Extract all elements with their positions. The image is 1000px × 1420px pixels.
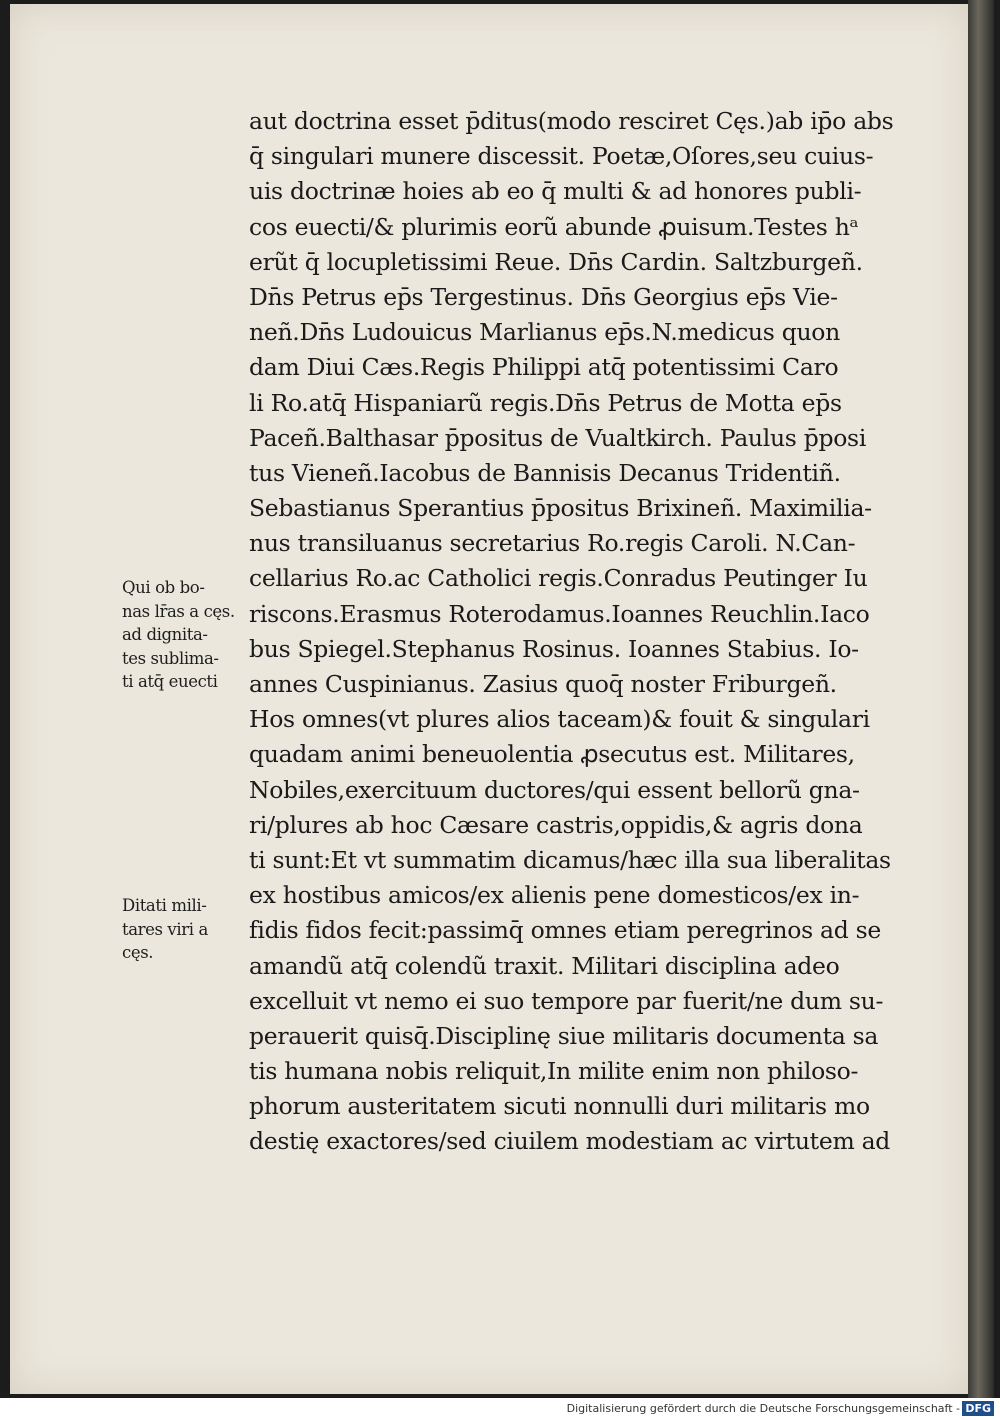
text-line: Paceñ.Balthasar p̄positus de Vualtkirch. Paulus p̄posi (249, 423, 867, 452)
margin-note-line: ti atq̄ euecti (122, 672, 218, 691)
margin-note-soldiers (122, 894, 247, 965)
book-page (10, 4, 970, 1394)
margin-note-line: Ditati mili- (122, 896, 207, 915)
margin-note-line: tares viri a (122, 919, 208, 939)
text-line: neñ.Dn̄s Ludouicus Marlianus ep̄s.N.medicus quon (249, 318, 840, 347)
text-line: cellarius Ro.ac Catholici regis.Conradus Peutinger Iu (249, 564, 868, 593)
text-line: ri/plures ab hoc Cæsare castris,oppidis,& agris dona (249, 810, 863, 839)
text-line: tis humana nobis reliquit,In milite enim non philoso- (249, 1057, 859, 1086)
text-line: q̄ singulari munere discessit. Poetæ,Oſores,seu cuius- (249, 142, 874, 171)
text-line: Hos omnes(vt plures alios taceam)& fouit & singulari (249, 705, 870, 734)
book-edge (968, 0, 994, 1400)
text-line: Nobiles,exercituum ductores/qui essent bellorũ gna- (249, 775, 860, 804)
text-line: excelluit vt nemo ei suo tempore par fuerit/ne dum su- (249, 986, 884, 1015)
margin-note-scholars (122, 576, 247, 694)
text-line: uis doctrinæ hoies ab eo q̄ multi & ad honores publi- (249, 177, 862, 206)
margin-note-line: tes sublima- (122, 648, 219, 668)
text-line: Dn̄s Petrus ep̄s Tergestinus. Dn̄s Georgius ep̄s Vie- (249, 282, 838, 311)
funding-credit: Digitalisierung gefördert durch die Deutsche Forschungsgemeinschaft - (566, 1402, 960, 1415)
footer-bar (0, 1398, 1000, 1420)
text-line: riscons.Erasmus Roterodamus.Ioannes Reuchlin.Iaco (249, 599, 870, 628)
text-line: aut doctrina esset p̄ditus(modo resciret Cęs.)ab ip̄o abs (249, 107, 894, 135)
text-line: li Ro.atq̄ Hispaniarũ regis.Dn̄s Petrus de Motta ep̄s (249, 388, 842, 417)
text-line: perauerit quisq̄.Disciplinę siue militaris documenta sa (249, 1021, 879, 1050)
text-line: annes Cuspinianus. Zasius quoq̄ noster Friburgeñ. (249, 670, 837, 698)
text-line: tus Vieneñ.Iacobus de Bannisis Decanus Tridentiñ. (249, 458, 841, 487)
text-line: dam Diui Cæs.Regis Philippi atq̄ potentissimi Caro (249, 353, 839, 382)
text-line: quadam animi beneuolentia ꝓsecutus est. Militares, (249, 740, 855, 769)
text-line: Sebastianus Sperantius p̄positus Brixineñ. Maximilia- (249, 494, 872, 523)
margin-note-line: ad dignita- (122, 625, 208, 644)
margin-note-line: cęs. (122, 943, 154, 962)
text-line: destię exactores/sed ciuilem modestiam ac virtutem ad (249, 1127, 891, 1156)
text-line: cos euecti/& plurimis eorũ abunde ꝓuisum.Testes hᵃ (249, 212, 859, 241)
text-line: bus Spiegel.Stephanus Rosinus. Ioannes Stabius. Io- (249, 634, 859, 663)
text-line: phorum austeritatem sicuti nonnulli duri militaris mo (249, 1092, 870, 1121)
text-line: ti sunt:Et vt summatim dicamus/hæc illa sua liberalitas (249, 845, 891, 874)
text-line: fidis fidos fecit:passimq̄ omnes etiam peregrinos ad se (249, 916, 881, 945)
margin-note-line: Qui ob bo- (122, 578, 205, 597)
text-line: nus transiluanus secretarius Ro.regis Caroli. N.Can- (249, 529, 856, 558)
margin-note-line: nas lr̄as a cęs. (122, 601, 235, 621)
text-line: ex hostibus amicos/ex alienis pene domesticos/ex in- (249, 881, 860, 910)
text-line: erũt q̄ locupletissimi Reue. Dn̄s Cardin. Saltzburgeñ. (249, 247, 863, 276)
main-text-block (249, 104, 939, 1160)
dfg-logo-icon: DFG (962, 1401, 994, 1416)
text-line: amandũ atq̄ colendũ traxit. Militari disciplina adeo (249, 951, 840, 980)
